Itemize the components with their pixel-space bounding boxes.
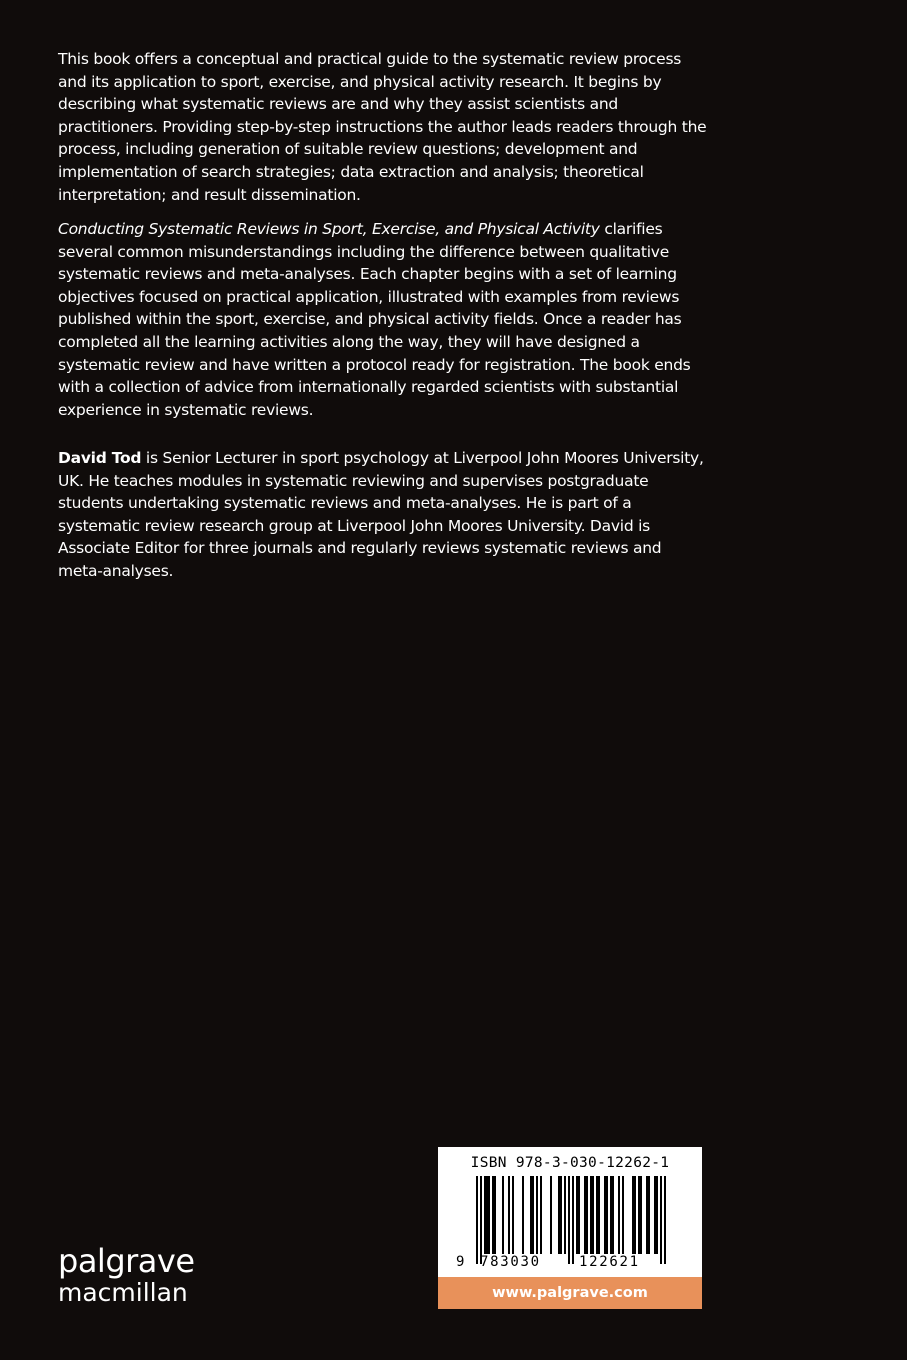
author-bio-text: is Senior Lecturer in sport psychology at Liverpool John Moores University, UK. He teaches modules in systematic reviewing and supervises postgraduate students undertaking systematic reviews and meta-analyses. He is part of a systematic review research group at Liverpool John Moores University. David is Associate Editor for three journals and regularly reviews systematic reviews and meta-analyses. [58, 449, 704, 580]
barcode-left-digits: 783030 [480, 1254, 541, 1270]
author-name: David Tod [58, 449, 142, 467]
barcode-bar [584, 1176, 588, 1254]
publisher-logo [58, 1243, 195, 1307]
author-bio [58, 447, 708, 583]
barcode-bar [638, 1176, 642, 1254]
isbn-label: ISBN 978-3-030-12262-1 [470, 1155, 670, 1171]
barcode-bar [618, 1176, 620, 1254]
barcode-bar [654, 1176, 658, 1254]
barcode-first-digit: 9 [456, 1254, 467, 1270]
barcode-bar [484, 1176, 490, 1254]
barcode-bar [646, 1176, 650, 1254]
barcode-bar [564, 1176, 566, 1254]
barcode-bar [622, 1176, 624, 1254]
barcode-bar [610, 1176, 614, 1254]
barcode-bar [512, 1176, 514, 1254]
barcode-bar [502, 1176, 504, 1254]
barcode-bar [590, 1176, 594, 1254]
barcode-bar [604, 1176, 608, 1254]
barcode-bar [632, 1176, 636, 1254]
barcode-bar [572, 1176, 574, 1264]
barcode-bar [508, 1176, 510, 1254]
barcode-bar [522, 1176, 524, 1254]
barcode-bar [540, 1176, 542, 1254]
barcode-bar [480, 1176, 482, 1264]
description-paragraph-2 [58, 218, 708, 421]
barcode-bar [550, 1176, 552, 1254]
barcode-bar [530, 1176, 534, 1254]
barcode-bar [536, 1176, 538, 1254]
barcode-bar [664, 1176, 666, 1264]
isbn-barcode-box [438, 1147, 702, 1277]
description-paragraph-2-text: clarifies several common misunderstandings including the difference between qualitative systematic reviews and meta-analyses. Each chapter begins with a set of learning objectives focused on practical application, illustrated with examples from reviews published within the sport, exercise, and physical activity fields. Once a reader has completed all the learning activities along the way, they will have designed a systematic review and have written a protocol ready for registration. The book ends with a collection of advice from internationally regarded scientists with substantial experience in systematic reviews. [58, 220, 691, 419]
barcode-bar [568, 1176, 570, 1264]
publisher-logo-line2: macmillan [58, 1278, 188, 1307]
barcode-bar [596, 1176, 600, 1254]
book-title: Conducting Systematic Reviews in Sport, Exercise, and Physical Activity [58, 220, 600, 238]
description-paragraph-1: This book offers a conceptual and practical guide to the systematic review process and its application to sport, exercise, and physical activity research. It begins by describing what systematic reviews are and why they assist scientists and practitioners. Providing step-by-step instructions the author leads readers through the process, including generation of suitable review questions; development and implementation of search strategies; data extraction and analysis; theoretical interpretation; and result dissemination. [58, 50, 707, 204]
barcode-bar [492, 1176, 496, 1254]
publisher-website[interactable]: www.palgrave.com [438, 1277, 702, 1309]
barcode-bar [558, 1176, 562, 1254]
barcode-right-digits: 122621 [579, 1254, 640, 1270]
barcode-bar [576, 1176, 580, 1254]
barcode-bar [660, 1176, 662, 1264]
barcode-bar [476, 1176, 478, 1264]
publisher-logo-line1: palgrave [58, 1242, 195, 1280]
